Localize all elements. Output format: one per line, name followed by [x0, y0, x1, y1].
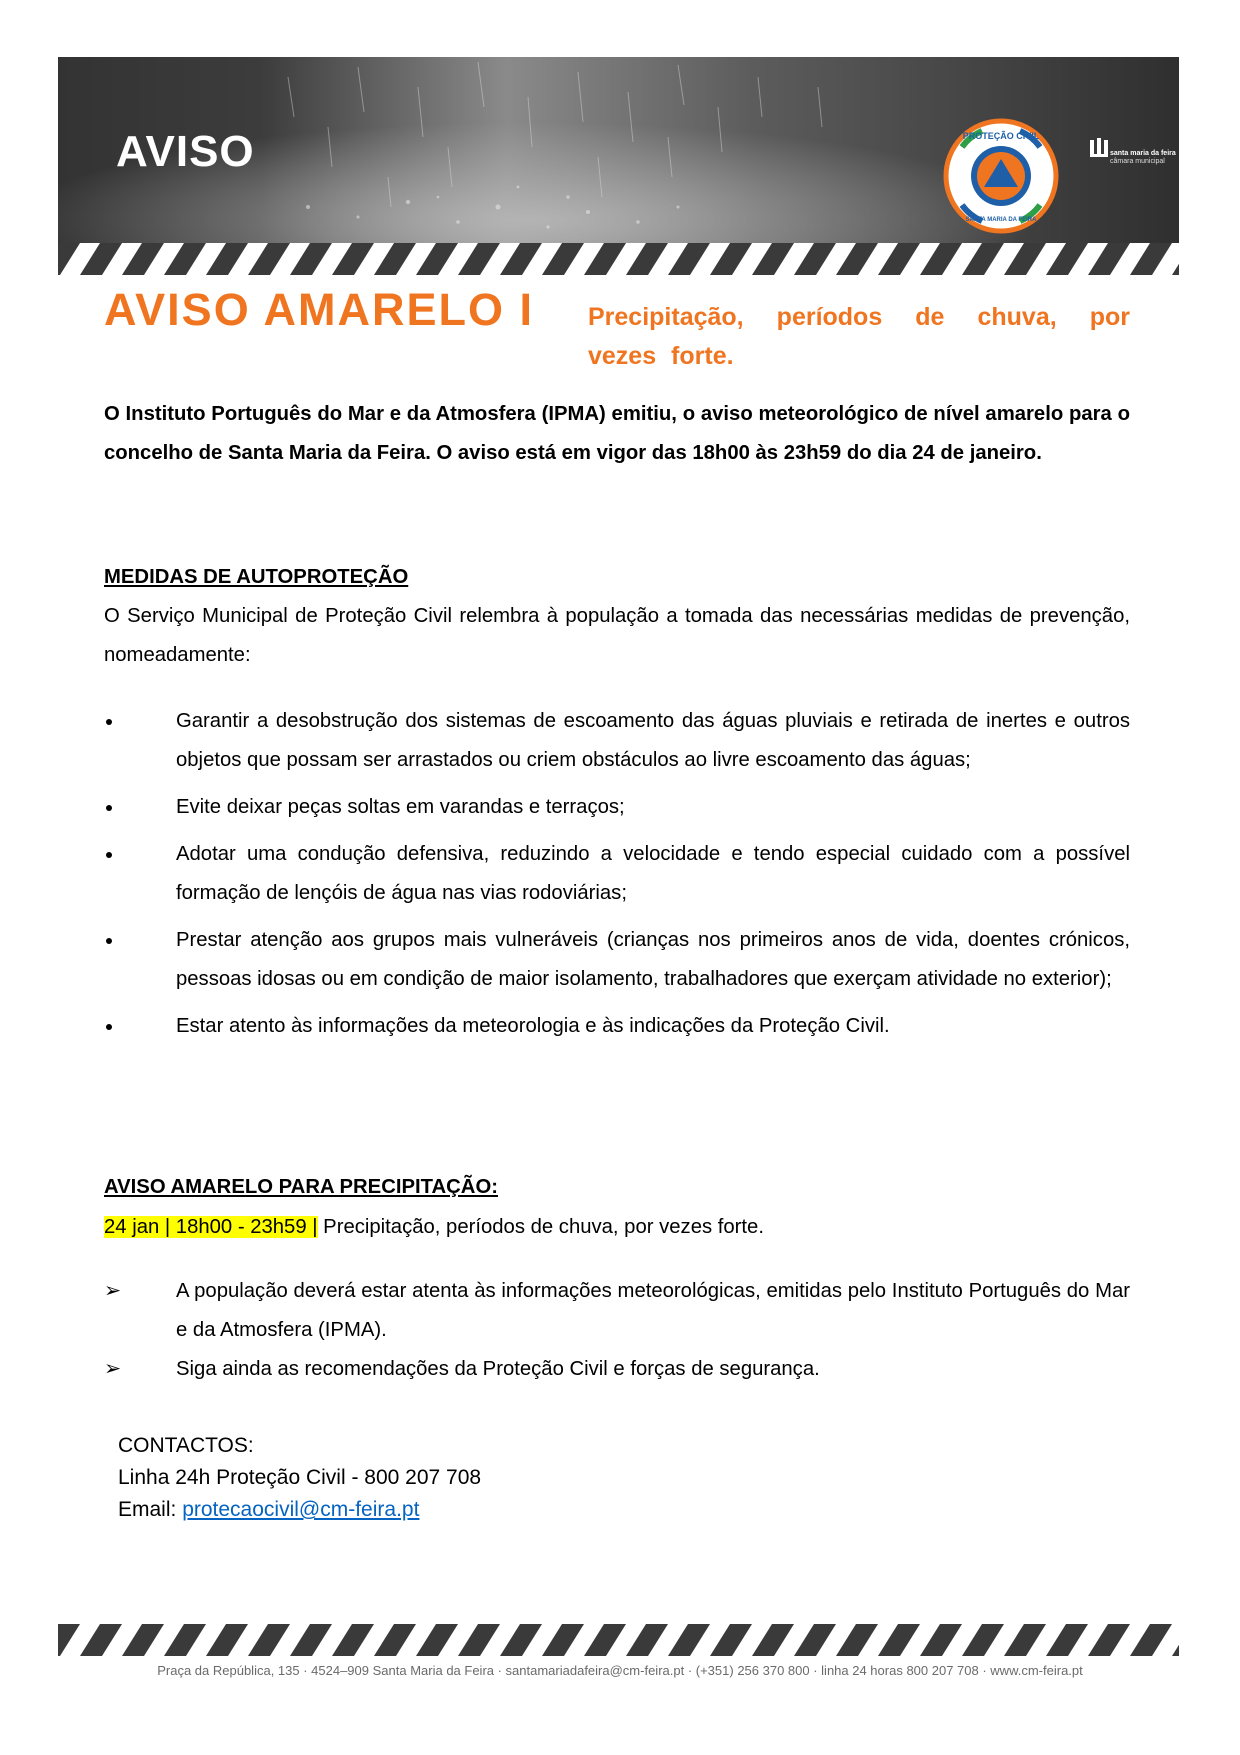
email-label: Email:	[118, 1498, 183, 1521]
list-item: ➢ Siga ainda as recomendações da Proteção Civil e forças de segurança.	[104, 1350, 1130, 1389]
medidas-heading: MEDIDAS DE AUTOPROTEÇÃO	[104, 566, 409, 588]
logo-cm-name: santa maria da feira	[1110, 150, 1176, 157]
banner-title: AVISO	[116, 127, 255, 176]
logo-pc-top-text: PROTEÇÃO CIVIL	[962, 131, 1040, 141]
email-link[interactable]: protecaocivil@cm-feira.pt	[182, 1498, 420, 1521]
contacts-heading: CONTACTOS:	[118, 1434, 254, 1457]
list-item: Evite deixar peças soltas em varandas e terraços;	[104, 788, 1130, 827]
list-item: Estar atento às informações da meteorologia e às indicações da Proteção Civil.	[104, 1007, 1130, 1046]
arrow-bullet-icon: ➢	[104, 1358, 121, 1380]
camara-municipal-logo	[1088, 136, 1178, 176]
contacts-phone: Linha 24h Proteção Civil - 800 207 708	[118, 1466, 482, 1489]
contacts-email-row	[118, 1494, 481, 1526]
aviso-list	[104, 1272, 1130, 1389]
aviso-heading: AVISO AMARELO PARA PRECIPITAÇÃO:	[104, 1176, 498, 1198]
headline-sub: Precipitação, períodos de chuva, por vezes forte.	[588, 303, 1130, 370]
contacts-block	[118, 1430, 481, 1526]
bullet-icon	[106, 1024, 112, 1030]
header-banner	[58, 57, 1179, 275]
list-item: Garantir a desobstrução dos sistemas de escoamento das águas pluviais e retirada de inertes e outros objetos que possam ser arrastados ou criem obstáculos ao livre escoamento das águas;	[104, 702, 1130, 780]
aviso-highlight: 24 jan | 18h00 - 23h59 |	[104, 1216, 318, 1238]
list-item: Adotar uma condução defensiva, reduzindo a velocidade e tendo especial cuidado com a possível formação de lençóis de água nas vias rodoviárias;	[104, 835, 1130, 913]
arrow-bullet-icon: ➢	[104, 1280, 121, 1302]
bullet-icon	[106, 805, 112, 811]
footer-address: Praça da República, 135 · 4524–909 Santa Maria da Feira · santamariadafeira@cm-feira.pt · (+351) 256 370 800 · linha 24 horas 800 207 708 · www.cm-feira.pt	[157, 1663, 1083, 1678]
aviso-text: Precipitação, períodos de chuva, por vezes forte.	[317, 1216, 764, 1238]
list-item: ➢ A população deverá estar atenta às informações meteorológicas, emitidas pelo Instituto Português do Mar e da Atmosfera (IPMA).	[104, 1272, 1130, 1350]
bullet-icon	[106, 938, 112, 944]
medidas-text: O Serviço Municipal de Proteção Civil relembra à população a tomada das necessárias medidas de prevenção, nomeadamente:	[104, 605, 1130, 666]
hazard-stripes-top	[58, 243, 1179, 275]
logo-cm-subtitle: câmara municipal	[1110, 158, 1165, 165]
bullet-icon	[106, 719, 112, 725]
list-item: Prestar atenção aos grupos mais vulneráveis (crianças nos primeiros anos de vida, doentes crónicos, pessoas idosas ou em condição de maior isolamento, trabalhadores que exerçam atividade no exterior);	[104, 921, 1130, 999]
protecao-civil-logo	[942, 117, 1060, 235]
intro-paragraph: O Instituto Português do Mar e da Atmosfera (IPMA) emitiu, o aviso meteorológico de nível amarelo para o concelho de Santa Maria da Feira. O aviso está em vigor das 18h00 às 23h59 do dia 24 de janeiro.	[104, 403, 1130, 464]
logo-pc-bottom-text: SANTA MARIA DA FEIRA	[965, 217, 1037, 223]
bullet-icon	[106, 852, 112, 858]
hazard-stripes-bottom	[58, 1624, 1179, 1656]
aviso-line	[104, 1208, 1130, 1247]
medidas-list	[104, 702, 1130, 1046]
headline-main: AVISO AMARELO I	[104, 284, 535, 335]
